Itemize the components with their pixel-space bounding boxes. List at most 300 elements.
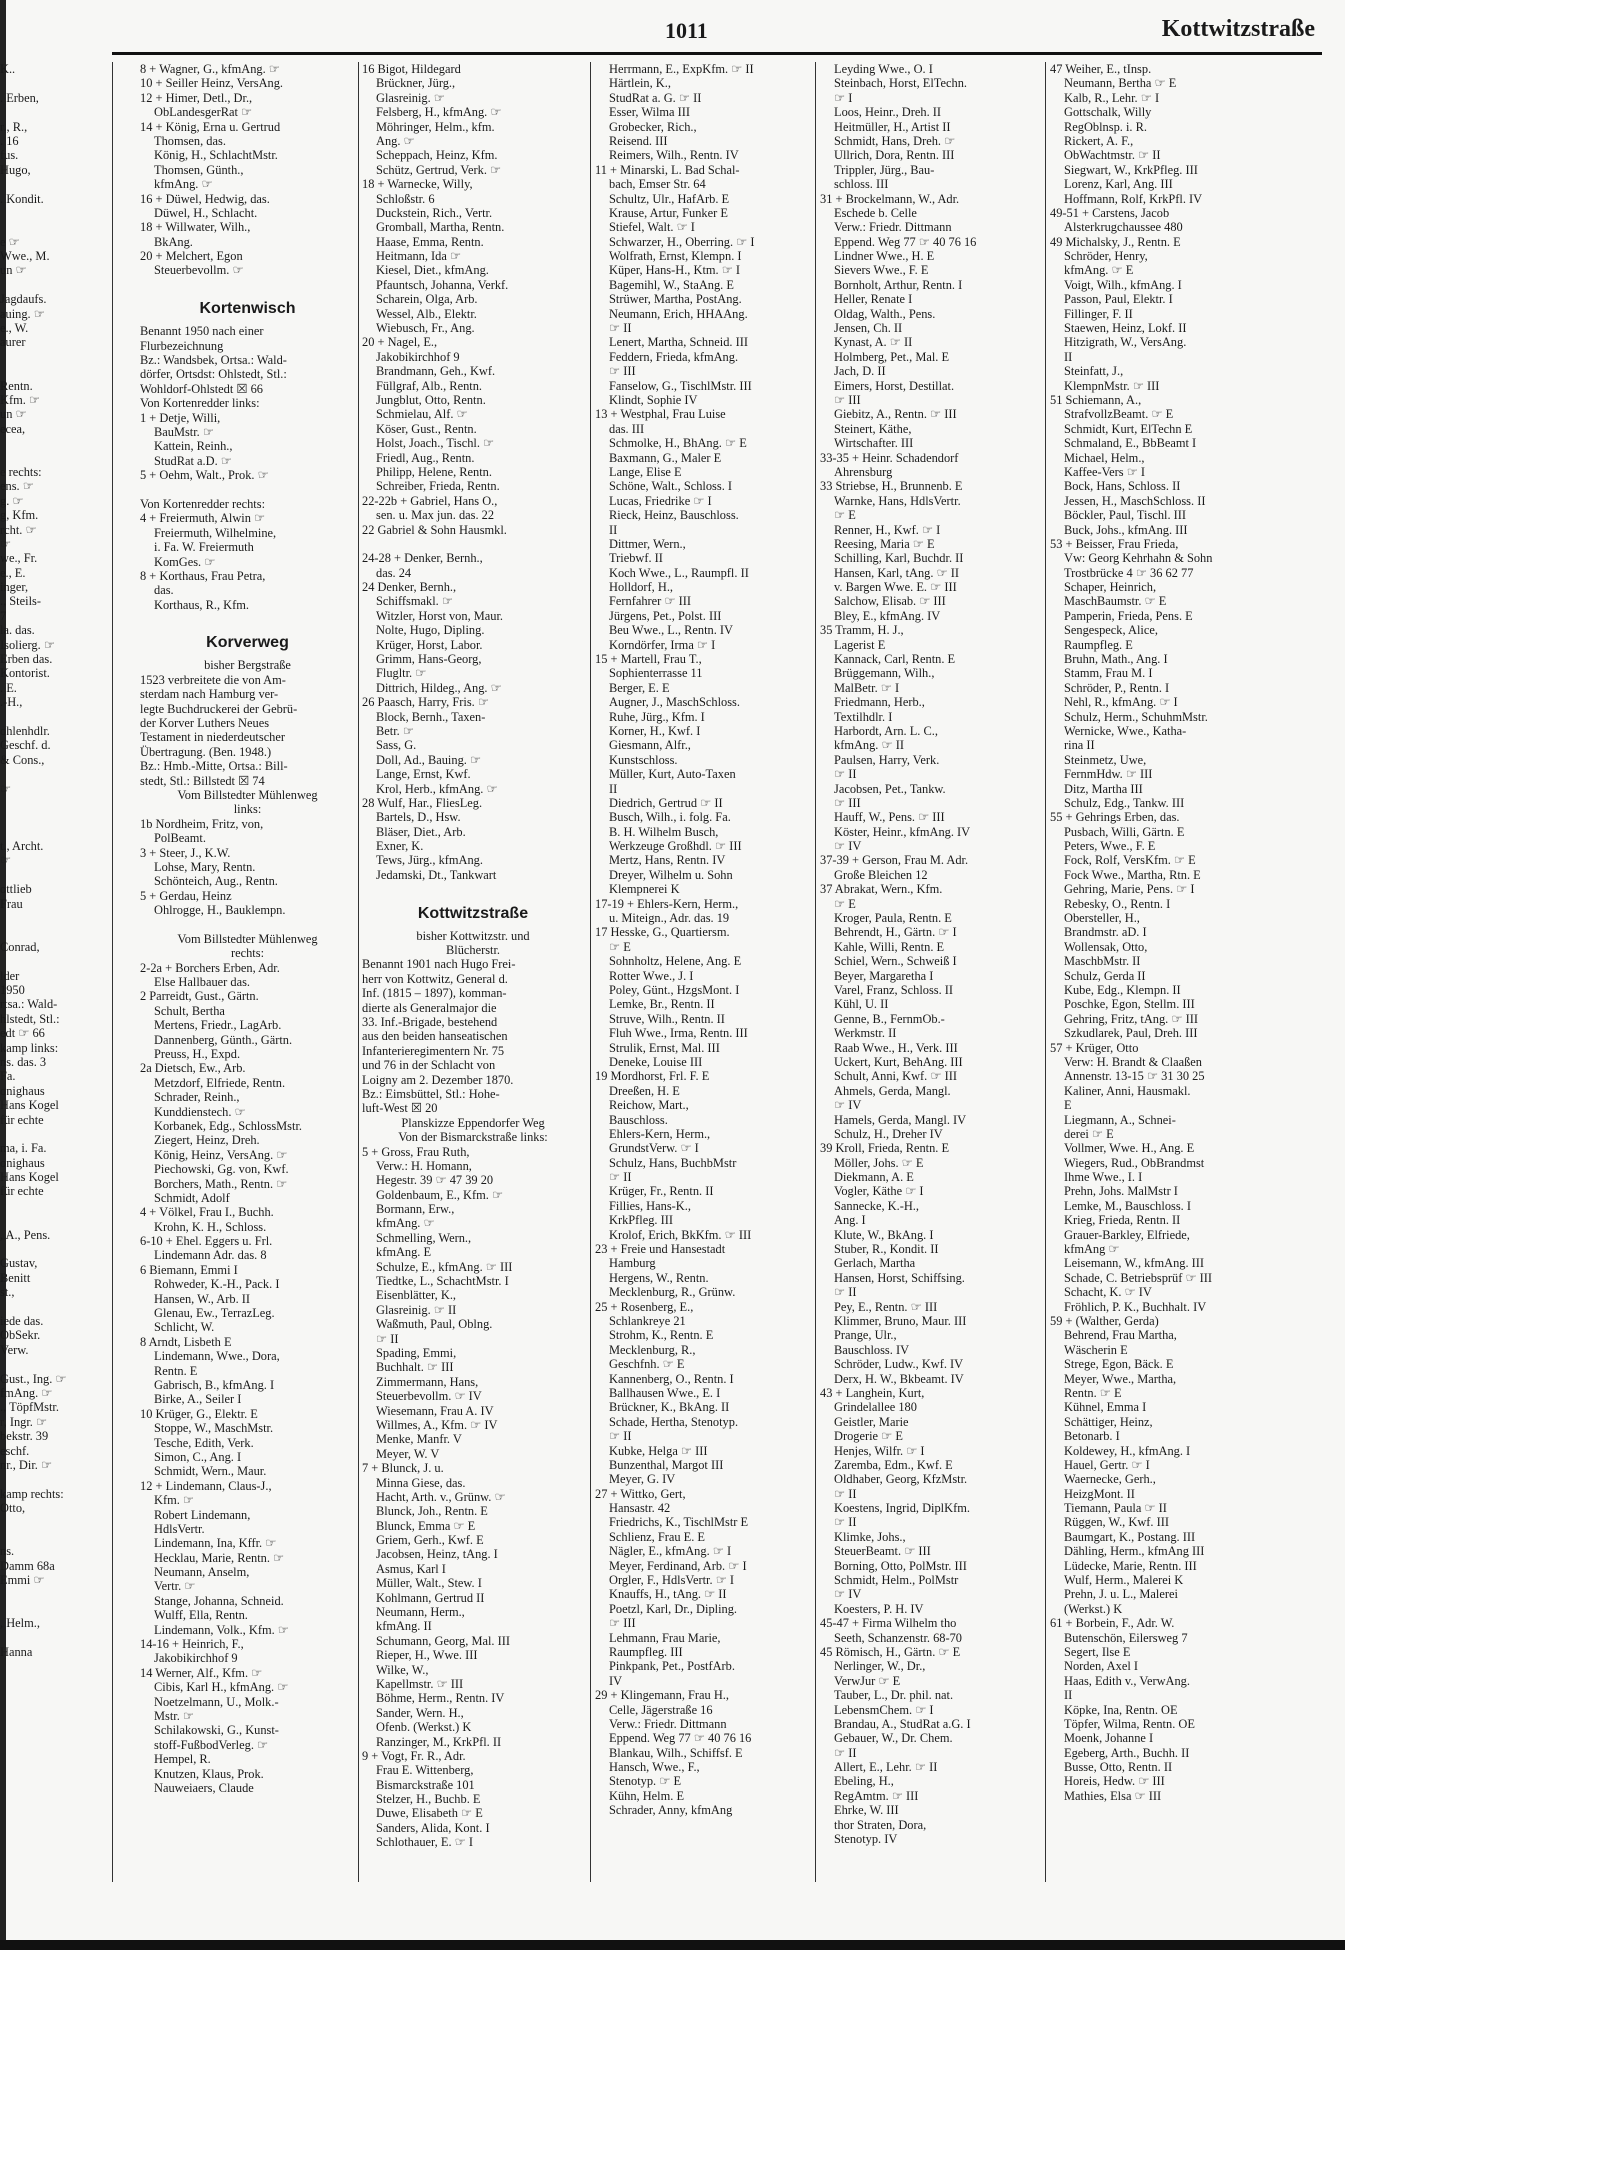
house-number-entry: 14 + König, Erna u. Gertrud (140, 119, 281, 134)
resident-entry: Ahrensburg (834, 464, 893, 479)
entry-line: sterdam nach Hamburg ver- (140, 687, 279, 702)
resident-entry: Prehn, Johs. MalMstr I (1064, 1184, 1178, 1199)
entry-line: . Kondit. (0, 191, 44, 206)
resident-entry: Köpke, Ina, Rentn. OE (1064, 1702, 1178, 1717)
entry-line: hlstedt, Stl.: (0, 1011, 60, 1026)
resident-entry: Korner, H., Kwf. I (609, 723, 701, 738)
resident-entry: Fernfahrer ☞ III (609, 594, 691, 609)
resident-entry: Tiemann, Paula ☞ II (1064, 1501, 1167, 1516)
resident-entry: v. Bargen Wwe. E. ☞ III (834, 580, 957, 595)
column-5 (1050, 62, 1280, 1803)
entry-line: dierte als Generalmajor die (362, 1000, 497, 1015)
entry-line: st., (0, 1285, 15, 1300)
house-number-entry: 13 + Westphal, Frau Luise (595, 407, 726, 422)
resident-entry: kfmAng. E (376, 1245, 432, 1260)
resident-entry: Blunck, Emma ☞ E (376, 1518, 476, 1533)
entry-line: luft-West ☒ 20 (362, 1101, 438, 1116)
house-number-entry: 23 + Freie und Hansestadt (595, 1242, 726, 1257)
resident-entry: Strulik, Ernst, Mal. III (609, 1040, 720, 1055)
house-number-entry: 25 + Rosenberg, E., (595, 1299, 694, 1314)
resident-entry: Eppend. Weg 77 ☞ 40 76 16 (834, 234, 977, 249)
resident-entry: Heitmann, Ida ☞ (376, 249, 462, 264)
resident-entry: bach, Emser Str. 64 (609, 177, 706, 192)
resident-entry: Reichow, Mart., (609, 1098, 689, 1113)
entry-line (0, 1300, 108, 1314)
resident-entry: LebensmChem. ☞ I (834, 1702, 934, 1717)
resident-entry: ☞ IV (834, 839, 862, 854)
resident-entry: Kühn, Helm. E (609, 1788, 685, 1803)
entry-line: Geschf. d. (0, 738, 51, 753)
resident-entry: Jach, D. II (834, 364, 886, 379)
resident-entry: Siegwart, W., KrkPfleg. III (1064, 162, 1198, 177)
resident-entry: Rohweder, K.-H., Pack. I (154, 1277, 280, 1292)
resident-entry: Nolte, Hugo, Dipling. (376, 623, 485, 638)
resident-entry: Ballhausen Wwe., E. I (609, 1385, 721, 1400)
house-number-entry: 1 + Detje, Willi, (140, 410, 221, 425)
resident-entry: Fluh Wwe., Irma, Rentn. III (609, 1026, 748, 1041)
resident-entry: Gromball, Martha, Rentn. (376, 220, 505, 235)
street-section-heading: Kottwitzstraße (417, 904, 529, 922)
resident-entry: (Werkst.) K (1064, 1601, 1123, 1616)
resident-entry: Blankau, Wilh., Schiffsf. E (609, 1745, 743, 1760)
resident-entry: Jedamski, Dt., Tankwart (376, 867, 497, 882)
resident-entry: Glasreinig. ☞ II (376, 1302, 457, 1317)
street-subheading: Vom Billstedter Mühlenweg (177, 931, 318, 946)
resident-entry: HdlsVertr. (154, 1521, 205, 1536)
entry-line: und 76 in der Schlacht von (362, 1058, 496, 1073)
entry-line (140, 483, 355, 497)
resident-entry: Bormann, Erw., (376, 1202, 455, 1217)
resident-entry: Bley, E., kfmAng. IV (834, 608, 941, 623)
resident-entry: StudRat a. G. ☞ II (609, 90, 702, 105)
entry-line (0, 220, 108, 234)
resident-entry: Mertens, Friedr., LagArb. (154, 1018, 282, 1033)
resident-entry: Schulz, Edg., Tankw. III (1064, 795, 1185, 810)
resident-entry: Schröder, Ludw., Kwf. IV (834, 1357, 964, 1372)
resident-entry: Verw: H. Brandt & Claaßen (1064, 1054, 1202, 1069)
resident-entry: Krüger, Horst, Labor. (376, 637, 483, 652)
resident-entry: Strege, Egon, Bäck. E (1064, 1357, 1174, 1372)
resident-entry: Rentn. E (154, 1363, 198, 1378)
house-number-entry: 20 + Nagel, E., (362, 335, 438, 350)
resident-entry: Beu Wwe., L., Rentn. IV (609, 623, 733, 638)
resident-entry: Schult, Bertha (154, 1003, 225, 1018)
resident-entry: Hoffmann, Rolf, KrkPfl. IV (1064, 191, 1203, 206)
resident-entry: Ullrich, Dora, Rentn. III (834, 148, 955, 163)
entry-line (0, 76, 108, 90)
entry-line: , A., Pens. (0, 1227, 51, 1242)
house-number-entry: 5 + Oehm, Walt., Prok. ☞ (140, 468, 269, 483)
resident-entry: Buck, Johs., kfmAng. III (1064, 522, 1188, 537)
resident-entry: ☞ II (609, 321, 632, 336)
entry-line: ObSekr. (0, 1328, 41, 1343)
resident-entry: ☞ II (834, 1285, 857, 1300)
entry-line (0, 1472, 108, 1486)
resident-entry: Tiedtke, L., SchachtMstr. I (376, 1274, 509, 1289)
resident-entry: Augner, J., MaschSchloss. (609, 695, 740, 710)
resident-entry: Jakobikirchhof 9 (154, 1651, 238, 1666)
resident-entry: Grobecker, Rich., (609, 119, 697, 134)
resident-entry: derei ☞ E (1064, 1126, 1114, 1141)
resident-entry: ☞ II (834, 1745, 857, 1760)
house-number-entry: 10 Krüger, G., Elektr. E (140, 1406, 258, 1421)
resident-entry: Korndörfer, Irma ☞ I (609, 637, 716, 652)
resident-entry: Gebauer, W., Dr. Chem. (834, 1731, 953, 1746)
entry-line (362, 882, 584, 896)
resident-entry: Lindemann, Ina, Kffr. ☞ (154, 1536, 277, 1551)
resident-entry: Tauber, L., Dr. phil. nat. (834, 1688, 954, 1703)
resident-entry: Butenschön, Eilersweg 7 (1064, 1630, 1188, 1645)
resident-entry: Fillinger, F. II (1064, 306, 1133, 321)
resident-entry: Steinfatt, J., (1064, 364, 1124, 379)
resident-entry: Prange, Ulr., (834, 1328, 897, 1343)
resident-entry: Kühnel, Emma I (1064, 1400, 1147, 1415)
resident-entry: rina II (1064, 738, 1095, 753)
entry-line: g. ☞ (0, 493, 24, 508)
entry-line: un ☞ (0, 263, 27, 278)
entry-line: r., R., (0, 119, 28, 134)
resident-entry: Klempnerei K (609, 882, 680, 897)
entry-line: ns. (0, 1544, 15, 1559)
entry-line: we., Fr. (0, 551, 38, 566)
entry-line (140, 612, 355, 626)
resident-entry: Kannenberg, O., Rentn. I (609, 1371, 734, 1386)
resident-entry: Nägler, E., kfmAng. ☞ I (609, 1544, 732, 1559)
resident-entry: Menke, Manfr. V (376, 1432, 462, 1447)
resident-entry: sen. u. Max jun. das. 22 (376, 508, 495, 523)
resident-entry: Ang. I (834, 1213, 866, 1228)
entry-line: Hans Kogel (0, 1098, 59, 1113)
entry-line: aus den beiden hanseatischen (362, 1029, 508, 1044)
resident-entry: Hempel, R. (154, 1752, 211, 1767)
scan-bottom-edge (0, 1940, 1345, 1950)
entry-line: ☞ (0, 781, 12, 796)
resident-entry: Stuber, R., Kondit. II (834, 1242, 939, 1257)
entry-line (0, 868, 108, 882)
entry-line: Jagdaufs. (0, 292, 47, 307)
resident-entry: Schreiber, Frieda, Rentn. (376, 479, 500, 494)
house-number-entry: 17-19 + Ehlers-Kern, Herm., (595, 896, 739, 911)
resident-entry: König, Heinz, VersAng. ☞ (154, 1147, 288, 1162)
house-number-entry: 57 + Krüger, Otto (1050, 1040, 1139, 1055)
resident-entry: Meyer, Ferdinand, Arb. ☞ I (609, 1558, 747, 1573)
resident-entry: Rieper, H., Wwe. III (376, 1648, 478, 1663)
resident-entry: Ebeling, H., (834, 1774, 894, 1789)
resident-entry: Allert, E., Lehr. ☞ II (834, 1760, 938, 1775)
resident-entry: Tesche, Edith, Verk. (154, 1435, 254, 1450)
resident-entry: Ranzinger, M., KrkPfl. II (376, 1734, 502, 1749)
resident-entry: Große Bleichen 12 (834, 867, 928, 882)
resident-entry: Schulz, H., Dreher IV (834, 1126, 943, 1141)
resident-entry: Salchow, Elisab. ☞ III (834, 594, 946, 609)
resident-entry: Grindelallee 180 (834, 1400, 917, 1415)
resident-entry: Gehring, Marie, Pens. ☞ I (1064, 882, 1195, 897)
resident-entry: Töpfer, Wilma, Rentn. OE (1064, 1716, 1195, 1731)
resident-entry: Wessel, Alb., Elektr. (376, 306, 477, 321)
resident-entry: Schröder, P., Rentn. I (1064, 680, 1170, 695)
entry-line: stedt, Stl.: Billstedt ☒ 74 (140, 773, 265, 788)
resident-entry: Lange, Ernst, Kwf. (376, 767, 471, 782)
resident-entry: Friedrichs, K., TischlMstr E (609, 1515, 749, 1530)
entry-line: Infanterieregimentern Nr. 75 (362, 1043, 505, 1058)
resident-entry: Ehrke, W. III (834, 1803, 899, 1818)
resident-entry: Drogerie ☞ E (834, 1429, 903, 1444)
resident-entry: Block, Bernh., Taxen- (376, 709, 486, 724)
resident-entry: Lindemann Adr. das. 8 (154, 1248, 267, 1263)
resident-entry: Knauffs, H., tAng. ☞ II (609, 1587, 727, 1602)
resident-entry: Bock, Hans, Schloss. II (1064, 479, 1181, 494)
entry-line (0, 954, 108, 968)
resident-entry: Mecklenburg, R., (609, 1342, 696, 1357)
resident-entry: ☞ E (834, 896, 856, 911)
entry-line: Kfm. ☞ (0, 392, 41, 407)
resident-entry: Busse, Otto, Rentn. II (1064, 1760, 1173, 1775)
resident-entry: Kühl, U. II (834, 997, 889, 1012)
resident-entry: Haase, Emma, Rentn. (376, 234, 484, 249)
resident-entry: Hansen, Horst, Schiffsing. (834, 1270, 965, 1285)
resident-entry: Trostbrücke 4 ☞ 36 62 77 (1064, 565, 1194, 580)
entry-line: ., Steils- (0, 594, 41, 609)
resident-entry: Wiesemann, Frau A. IV (376, 1403, 494, 1418)
entry-line (0, 1515, 108, 1529)
resident-entry: Passon, Paul, Elektr. I (1064, 292, 1173, 307)
resident-entry: Kohlmann, Gertrud II (376, 1590, 485, 1605)
resident-entry: Fröhlich, P. K., Buchhalt. IV (1064, 1299, 1207, 1314)
entry-line: aurer (0, 335, 26, 350)
resident-entry: Kaffee-Vers ☞ I (1064, 464, 1146, 479)
entry-line: Emmi ☞ (0, 1573, 45, 1588)
entry-line (0, 1213, 108, 1227)
resident-entry: Borning, Otto, PolMstr. III (834, 1558, 967, 1573)
resident-entry: Bauschloss. IV (834, 1342, 910, 1357)
entry-line: Hugo, (0, 162, 31, 177)
resident-entry: das. 24 (376, 565, 412, 580)
street-section-heading: Korverweg (206, 634, 289, 652)
running-street-header: Kottwitzstraße (1161, 16, 1315, 42)
resident-entry: Szkudlarek, Paul, Dreh. III (1064, 1026, 1198, 1041)
resident-entry: Hansch, Wwe., F., (609, 1760, 700, 1775)
column-divider (1045, 62, 1046, 1882)
resident-entry: Lüdecke, Marie, Rentn. III (1064, 1558, 1197, 1573)
resident-entry: MalBetr. ☞ I (834, 680, 900, 695)
resident-entry: Fanselow, G., TischlMstr. III (609, 378, 752, 393)
resident-entry: Neumann, Anselm, (154, 1565, 250, 1580)
resident-entry: ☞ IV (834, 1587, 862, 1602)
entry-line: Gust., Ing. ☞ (0, 1371, 67, 1386)
resident-entry: StrafvollzBeamt. ☞ E (1064, 407, 1174, 422)
entry-line: Benannt 1950 nach einer (140, 324, 264, 339)
street-subheading: Vom Billstedter Mühlenweg (177, 787, 318, 802)
resident-entry: Schult, Anni, Kwf. ☞ III (834, 1069, 957, 1084)
entry-line: onighaus (0, 1155, 45, 1170)
resident-entry: Ziegert, Heinz, Dreh. (154, 1133, 260, 1148)
resident-entry: Felsberg, H., kfmAng. ☞ (376, 105, 502, 120)
house-number-entry: 20 + Melchert, Egon (140, 249, 243, 264)
resident-entry: Heitmüller, H., Artist II (834, 119, 951, 134)
resident-entry: Brandau, A., StudRat a.G. I (834, 1716, 971, 1731)
street-subheading: links: (233, 802, 262, 817)
entry-line: e rechts: (0, 464, 42, 479)
house-number-entry: 6-10 + Ehel. Eggers u. Frl. (140, 1234, 273, 1249)
resident-entry: Geschfnh. ☞ E (609, 1357, 685, 1372)
resident-entry: Schmidt, Kurt, ElTechn E (1064, 421, 1193, 436)
resident-entry: Hansastr. 42 (609, 1501, 671, 1516)
resident-entry: Dittmer, Wern., (609, 536, 686, 551)
entry-line: Conrad, (0, 939, 40, 954)
resident-entry: BauMstr. ☞ (154, 424, 214, 439)
resident-entry: Kynast, A. ☞ II (834, 335, 913, 350)
resident-entry: Hitzigrath, W., VersAng. (1064, 335, 1187, 350)
house-number-entry: 4 + Freiermuth, Alwin ☞ (140, 511, 266, 526)
resident-entry: kfmAng. II (376, 1619, 432, 1634)
resident-entry: Verw.: H. Homann, (376, 1158, 472, 1173)
resident-entry: Bartels, D., Hsw. (376, 810, 461, 825)
entry-line: Inf. (1815 – 1897), komman- (362, 986, 507, 1001)
resident-entry: Trippler, Jürg., Bau- (834, 162, 935, 177)
resident-entry: Tews, Jürg., kfmAng. (376, 853, 483, 868)
entry-line (0, 1602, 108, 1616)
resident-entry: Pey, E., Rentn. ☞ III (834, 1299, 938, 1314)
house-number-entry: 61 + Borbein, F., Adr. W. (1050, 1616, 1175, 1631)
resident-entry: Pinkpank, Pet., PostfArb. (609, 1659, 735, 1674)
entry-line: e., W. (0, 321, 29, 336)
resident-entry: Sander, Wern. H., (376, 1705, 464, 1720)
resident-entry: Giesmann, Alfr., (609, 738, 691, 753)
resident-entry: Fock, Rolf, VersKfm. ☞ E (1064, 853, 1196, 868)
resident-entry: Rickert, A. F., (1064, 133, 1134, 148)
resident-entry: HeizgMont. II (1064, 1486, 1135, 1501)
resident-entry: ☞ III (609, 1616, 636, 1631)
resident-entry: Schmidt, Adolf (154, 1190, 230, 1205)
resident-entry: RegOblnsp. i. R. (1064, 119, 1147, 134)
resident-entry: Buchhalt. ☞ III (376, 1360, 454, 1375)
house-number-entry: 18 + Willwater, Wilh., (140, 220, 251, 235)
resident-entry: Wirtschafter. III (834, 436, 914, 451)
resident-entry: Else Hallbauer das. (154, 975, 250, 990)
resident-entry: Raumpfleg. E (1064, 637, 1133, 652)
entry-line (0, 206, 108, 220)
resident-entry: Schröder, Henry, (1064, 249, 1148, 264)
resident-entry: Mathies, Elsa ☞ III (1064, 1788, 1162, 1803)
entry-line: Bz.: Eimsbüttel, Stl.: Hohe- (362, 1086, 500, 1101)
entry-line: kamp rechts: (0, 1486, 64, 1501)
entry-line: bekstr. 39 (0, 1429, 49, 1444)
resident-entry: Schade, C. Betriebsprüf ☞ III (1064, 1270, 1213, 1285)
resident-entry: Alsterkrugchaussee 480 (1064, 220, 1183, 235)
resident-entry: Klindt, Sophie IV (609, 392, 698, 407)
house-number-entry: 59 + (Walther, Gerda) (1050, 1313, 1159, 1328)
resident-entry: Raumpfleg. III (609, 1644, 683, 1659)
resident-entry: Moenk, Johanne I (1064, 1731, 1154, 1746)
resident-entry: Reisend. III (609, 133, 668, 148)
house-number-entry: 12 + Lindemann, Claus-J., (140, 1478, 272, 1493)
entry-line: Übertragung. (Ben. 1948.) (140, 744, 272, 759)
resident-entry: Dähling, Herm., kfmAng III (1064, 1544, 1205, 1559)
resident-entry: Schwarzer, H., Oberring. ☞ I (609, 234, 755, 249)
resident-entry: KomGes. ☞ (154, 554, 216, 569)
resident-entry: Möhringer, Helm., kfm. (376, 119, 495, 134)
resident-entry: Böckler, Paul, Tischl. III (1064, 508, 1187, 523)
resident-entry: Hauel, Gertr. ☞ I (1064, 1457, 1150, 1472)
resident-entry: ObWachtmstr. ☞ II (1064, 148, 1161, 163)
entry-line: .-H., (0, 695, 23, 710)
resident-entry: BkAng. (154, 234, 193, 249)
resident-entry: Egeberg, Arth., Buchh. II (1064, 1745, 1190, 1760)
house-number-entry: 47 Weiher, E., tInsp. (1050, 62, 1152, 76)
resident-entry: Brüggemann, Wilh., (834, 666, 935, 681)
house-number-entry: 45 Römisch, H., Gärtn. ☞ E (820, 1644, 961, 1659)
house-number-entry: 33. Inf.-Brigade, bestehend (362, 1015, 498, 1029)
resident-entry: Holldorf, H., (609, 580, 674, 595)
resident-entry: Müller, Kurt, Auto-Taxen (609, 767, 736, 782)
resident-entry: Strohm, K., Rentn. E (609, 1328, 714, 1343)
resident-entry: Beyer, Margaretha I (834, 968, 934, 983)
street-subheading: bisher Kottwitzstr. und (416, 928, 530, 943)
resident-entry: Hergens, W., Rentn. (609, 1270, 709, 1285)
resident-entry: Berger, E. E (609, 680, 670, 695)
resident-entry: Sohnholtz, Helene, Ang. E (609, 954, 742, 969)
resident-entry: Holst, Joach., Tischl. ☞ (376, 436, 495, 451)
resident-entry: Schloßstr. 6 (376, 191, 435, 206)
resident-entry: Sophienterrasse 11 (609, 666, 703, 681)
resident-entry: kfmAng. ☞ (376, 1216, 435, 1231)
resident-entry: GrundstVerw. ☞ I (609, 1141, 699, 1156)
resident-entry: Behrend, Frau Martha, (1064, 1328, 1177, 1343)
resident-entry: Verw.: Friedr. Dittmann (609, 1716, 727, 1731)
house-number-entry: 9 + Vogt, Fr. R., Adr. (362, 1748, 466, 1763)
entry-line: rtsa.: Wald- (0, 997, 58, 1012)
resident-entry: Krieg, Frieda, Rentn. II (1064, 1213, 1181, 1228)
resident-entry: Brandmann, Geh., Kwf. (376, 364, 496, 379)
resident-entry: Varel, Franz, Schloss. II (834, 983, 954, 997)
resident-entry: Steuerbevollm. ☞ (154, 263, 244, 278)
column-divider (815, 62, 816, 1882)
resident-entry: Kube, Edg., Klempn. II (1064, 983, 1181, 997)
resident-entry: Oldhaber, Georg, KfzMstr. (834, 1472, 968, 1487)
resident-entry: Koldewey, H., kfmAng. I (1064, 1443, 1191, 1458)
house-number-entry: 45-47 + Firma Wilhelm tho (820, 1616, 957, 1631)
entry-line: Isolierg. ☞ (0, 637, 55, 652)
resident-entry: Kahle, Willi, Rentn. E (834, 939, 945, 954)
resident-entry: Sass, G. (376, 738, 417, 753)
resident-entry: Griem, Gerh., Kwf. E (376, 1533, 484, 1548)
resident-entry: Schättiger, Heinz, (1064, 1414, 1153, 1429)
entry-line: fus. (0, 148, 19, 163)
resident-entry: Wulff, Ella, Rentn. (154, 1608, 248, 1623)
resident-entry: Düwel, H., Schlacht. (154, 205, 258, 220)
resident-entry: Schulze, E., kfmAng. ☞ III (376, 1259, 513, 1274)
column-1 (140, 62, 355, 1795)
entry-line (0, 177, 108, 191)
resident-entry: Textilhdlr. I (834, 709, 893, 724)
entry-line (0, 1357, 108, 1371)
resident-entry: Mstr. ☞ (154, 1708, 195, 1723)
resident-entry: ☞ III (609, 364, 636, 379)
resident-entry: Bunzenthal, Margot III (609, 1457, 724, 1472)
house-number-entry: 49 Michalsky, J., Rentn. E (1050, 234, 1181, 249)
entry-line (0, 436, 108, 450)
header-rule (112, 52, 1322, 55)
resident-entry: Hacht, Arth. v., Grünw. ☞ (376, 1489, 506, 1504)
resident-entry: Hamels, Gerda, Mangl. IV (834, 1112, 967, 1127)
resident-entry: Raab Wwe., H., Verk. III (834, 1040, 958, 1055)
resident-entry: Knutzen, Klaus, Prok. (154, 1766, 264, 1781)
entry-line: Loigny am 2. Dezember 1870. (362, 1072, 514, 1087)
resident-entry: Jungblut, Otto, Rentn. (376, 392, 486, 407)
resident-entry: Eppend. Weg 77 ☞ 40 76 16 (609, 1731, 752, 1746)
street-subheading: Planskizze Eppendorfer Weg (401, 1115, 545, 1130)
resident-entry: VerwJur ☞ E (834, 1673, 901, 1688)
